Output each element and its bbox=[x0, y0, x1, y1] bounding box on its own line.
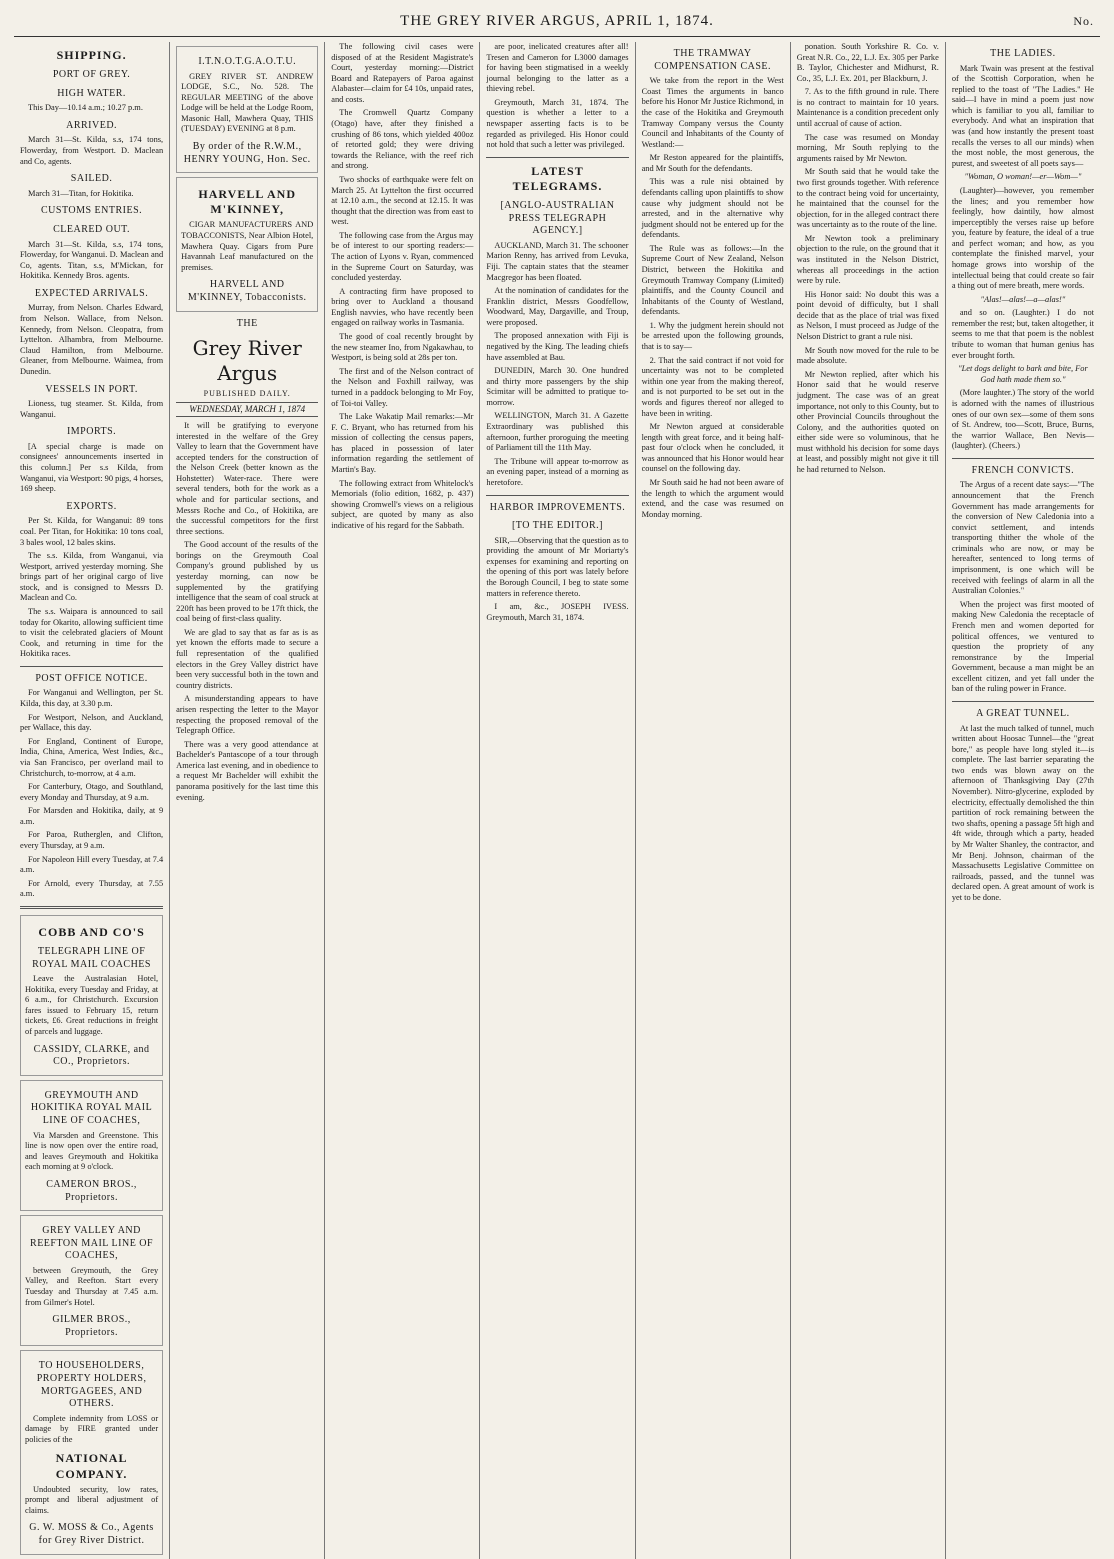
harvell-signature: HARVELL AND M'KINNEY, Tobacconists. bbox=[187, 279, 307, 303]
imports-text: [A special charge is made on consignees' announcements inserted in this column.] Per s.s Kilda, from Wanganui, via Westport: 90 pigs, 4 horses, 169 sheep. bbox=[20, 441, 164, 494]
insurance-advert bbox=[20, 1350, 163, 1554]
tramway-paragraph: Mr Newton took a preliminary objection to the rule, on the ground that it was instituted in the Nelson District, whereas all proceedings in the action were by rule. bbox=[796, 233, 939, 286]
nameplate-the: THE bbox=[236, 317, 258, 329]
ladies-heading: THE LADIES. bbox=[990, 48, 1056, 59]
ladies-paragraph: (More laughter.) The story of the world is adorned with the names of illustrious ones of our own sex—some of them sons of St. Andrew, too—Scott, Bruce, Burns, the warrior Wallace, Ben Nevis—(laughter). (Cheers.) bbox=[951, 388, 1094, 451]
tramway-paragraph: We take from the report in the West Coast Times the arguments in banco before his Honor Mr Justice Richmond, in the case of the Hokitika and Greymouth Tramway Company versus the County Council and Inhabitants of the County of Westland:— bbox=[641, 76, 784, 149]
grey-valley-text: between Greymouth, the Grey Valley, and Reefton. Start every Tuesday and Thursday at 7.45 a.m. from Gilmer's Hotel. bbox=[25, 1265, 159, 1307]
tramway-paragraph: 1. Why the judgment herein should not be arrested upon the following grounds, that is to say— bbox=[641, 320, 784, 352]
post-item: For Napoleon Hill every Tuesday, at 7.4 a.m. bbox=[20, 854, 164, 875]
news-paragraph: Greymouth, March 31, 1874. The question is whether a letter to a newspaper asserting facts is to be regarded as privileged. His Honor could not hold that such a letter was privileged. bbox=[486, 97, 629, 150]
column-3 bbox=[324, 42, 479, 1559]
post-item: For Canterbury, Otago, and Southland, every Monday and Thursday, at 9 a.m. bbox=[20, 782, 164, 802]
column-1 bbox=[14, 42, 169, 1559]
arrived-text: March 31—St. Kilda, s.s, 174 tons, Flowerday, from Westport. D. Maclean and Co, agents. bbox=[20, 135, 164, 166]
news-paragraph: The Cromwell Quartz Company (Otago) have, after they finished a crushing of 86 tons, which yielded 400oz of retorted gold; they were driving towards the Reliance, with the reef rich and strong. bbox=[331, 108, 474, 171]
news-paragraph: are poor, inelicated creatures after all! Tresen and Cameron for L3000 damages for having been stigmatised in a weekly journal belonging to the latter as a thieving rebel. bbox=[486, 42, 629, 94]
post-item: For Arnold, every Thursday, at 7.55 a.m. bbox=[20, 878, 164, 899]
greymouth-advert bbox=[20, 1080, 163, 1211]
grey-valley-heading: GREY VALLEY AND REEFTON MAIL LINE OF COACHES, bbox=[30, 1225, 154, 1262]
tramway-paragraph: This was a rule nisi obtained by defendants calling upon plaintiffs to show cause why judgment should not be arrested, and in the alternative why judgment should not be entered up for the defendants. bbox=[641, 177, 784, 240]
vessels-heading: VESSELS IN PORT. bbox=[45, 383, 138, 395]
lodge-heading: I.T.N.O.T.G.A.O.T.U. bbox=[198, 56, 297, 67]
lodge-text: GREY RIVER ST. ANDREW LODGE, S.C., No. 528. The REGULAR MEETING of the above Lodge will be held at the Lodge Room, Masonic Hall, Mawhera Quay, THIS (TUESDAY) EVENING at 8 p.m. bbox=[181, 71, 314, 134]
column-2 bbox=[169, 42, 324, 1559]
post-item: For England, Continent of Europe, India, China, America, West Indies, &c., via San Francisco, per overland mail to Christchurch, to-morrow, at 4 a.m. bbox=[20, 736, 164, 778]
tramway-paragraph: Mr Reston appeared for the plaintiffs, and Mr South for the defendants. bbox=[641, 153, 784, 173]
tramway-paragraph: 7. As to the fifth ground in rule. There is no contract to maintain for 10 years. Maintenance is a condition precedent only until accrual of cause of action. bbox=[796, 87, 939, 129]
news-paragraph: The first and of the Nelson contract of the Nelson and Foxhill railway, was turned in a paddock belonging to Mr Foy, of Toi-toi Valley. bbox=[331, 366, 474, 408]
cleared-text: March 31—St. Kilda, s.s, 174 tons, Flowerday, for Wanganui. D. Maclean and Co, agents. Titan, s.s, M'Mickan, for Hokitika. Kennedy Bros. agents. bbox=[20, 239, 164, 281]
exports-heading: EXPORTS. bbox=[66, 500, 117, 512]
grey-valley-advert bbox=[20, 1215, 163, 1346]
telegram-item: AUCKLAND, March 31. The schooner Marion Renny, has arrived from Levuka, Fiji. The captain states that the steamer Macgregor has been floated. bbox=[486, 240, 629, 282]
editorial-paragraph: It will be gratifying to everyone interested in the welfare of the Grey Valley to learn that the Government have accepted tenders for the construction of the Nelson Creek (better known as the Hohstetter) Water-race. There were several tenders, both for the work as a whole and for particular sections, and Messrs Roche and Co., of Hokitika, are the successful competitors for the first three sections. bbox=[176, 420, 319, 536]
editorial-date: WEDNESDAY, MARCH 1, 1874 bbox=[176, 402, 318, 417]
cobb-heading: COBB AND CO'S bbox=[38, 924, 145, 939]
ladies-verse: "Woman, O woman!—er—Wom—" bbox=[964, 172, 1082, 182]
telegram-item: The Tribune will appear to-morrow as an evening paper, instead of a morning as heretofore. bbox=[486, 456, 629, 487]
news-paragraph: The following civil cases were disposed of at the Resident Magistrate's Court, yesterday morning:—District Board and Ratepayers of Paroa against Alabaster—claim for £4 10s, unpaid rates, and costs. bbox=[331, 42, 474, 104]
tramway-paragraph: The case was resumed on Monday morning, Mr South replying to the arguments raised by Mr Newton. bbox=[796, 132, 939, 163]
telegrams-heading: LATEST TELEGRAMS. bbox=[512, 163, 603, 193]
news-paragraph: The good of coal recently brought by the new steamer Ino, from Ngakawhau, to Westport, is being sold at 28s per ton. bbox=[331, 332, 474, 363]
harbor-to-editor: [TO THE EDITOR.] bbox=[511, 520, 604, 532]
news-paragraph: The following case from the Argus may be of interest to our sporting readers:—The action of Lyons v. Ryan, commenced in the Supreme Court on Saturday, was concluded yesterday. bbox=[331, 230, 474, 283]
column-5 bbox=[635, 42, 790, 1559]
national-heading: NATIONAL COMPANY. bbox=[55, 1451, 128, 1481]
cobb-subheading: TELEGRAPH LINE OF ROYAL MAIL COACHES bbox=[32, 945, 151, 970]
tramway-heading: THE TRAMWAY COMPENSATION CASE. bbox=[654, 48, 772, 72]
greymouth-text: Via Marsden and Greenstone. This line is now open over the entire road, and leaves Greymouth and Hokitika each morning at 9 o'clock. bbox=[25, 1130, 159, 1172]
arrived-heading: ARRIVED. bbox=[66, 119, 118, 131]
telegram-item: WELLINGTON, March 31. A Gazette Extraordinary was published this afternoon, further proroguing the meeting of Parliament till the 11th May. bbox=[486, 411, 629, 453]
expected-text: Murray, from Nelson. Charles Edward, from Nelson. Wallace, from Nelson. Kennedy, from Nelson. Cleopatra, from Lyttelton. Alhambra, from Melbourne. Claud Hamilton, from Melbourne. Gleaner, from Melbourne. Waimea, from Dunedin. bbox=[20, 303, 164, 376]
issue-number: No. bbox=[1073, 13, 1094, 28]
cleared-heading: CLEARED OUT. bbox=[53, 223, 131, 235]
tramway-paragraph: Mr South said he had not been aware of the length to which the argument would extend, and the case was resumed on Monday morning. bbox=[641, 478, 784, 519]
post-office-heading: POST OFFICE NOTICE. bbox=[35, 672, 148, 684]
tramway-paragraph: ponation. South Yorkshire R. Co. v. Great N.R. Co., 22, L.J. Ex. 305 per Parke B. Taylor, Chichester and Midhurst, R. Co., 35, L.J. Ex. 201, per Blackburn, J. bbox=[796, 42, 939, 83]
harvell-text: CIGAR MANUFACTURERS AND TOBACCONISTS, Near Albion Hotel, Mawhera Quay. Cigars from Pure Havannah Leaf manufactured on the premises. bbox=[181, 220, 314, 272]
tramway-paragraph: Mr Newton argued at considerable length with great force, and it being half-past four o'clock when he concluded, it was announced that his Honor would hear counsel on the following day. bbox=[641, 422, 784, 474]
published-daily: PUBLISHED DAILY. bbox=[203, 388, 291, 398]
householders-text: Complete indemnity from LOSS or damage by FIRE granted under policies of the bbox=[25, 1413, 159, 1444]
greymouth-heading: GREYMOUTH AND HOKITIKA ROYAL MAIL LINE OF COACHES, bbox=[30, 1089, 153, 1126]
column-7 bbox=[945, 42, 1100, 1559]
shipping-news-1: The s.s. Kilda, from Wanganui, via Westport, arrived yesterday morning. She brings part of her original cargo of live stock, and is consigned to Messrs D. Maclean and Co. bbox=[20, 551, 164, 603]
editorial-paragraph: There was a very good attendance at Bachelder's Pantascope of a tour through America last evening, and in obedience to a request Mr Bachelder will exhibit the panorama positively for the last time this evening. bbox=[176, 739, 319, 802]
news-paragraph: A contracting firm have proposed to bring over to Auckland a thousand English navvies, who have recently been engaged on railway works in Tasmania. bbox=[331, 286, 474, 328]
customs-heading: CUSTOMS ENTRIES. bbox=[40, 205, 143, 217]
editorial-paragraph: The Good account of the results of the borings on the Greymouth Coal Company's ground published by us yesterday morning, can now be supplemented by the gratifying intelligence that the seam of coal struck at 220ft has been proved to be 17ft thick, the coal being of first-class quality. bbox=[176, 540, 319, 624]
post-item: For Paroa, Rutherglen, and Clifton, every Thursday, at 9 a.m. bbox=[20, 830, 164, 850]
divider bbox=[486, 495, 628, 496]
divider bbox=[952, 458, 1094, 459]
tramway-paragraph: Mr South said that he would take the two first grounds together. With reference to the contract being void for uncertainty, he maintained that the counsel for the objection, for in the alleged contract there was uncertainty as to the route of the line. bbox=[796, 167, 939, 230]
grey-valley-signature: GILMER BROS., Proprietors. bbox=[52, 1314, 131, 1338]
divider bbox=[486, 157, 628, 158]
ladies-verse: "Alas!—alas!—a—alas!" bbox=[980, 294, 1066, 304]
ladies-verse: "Let dogs delight to bark and bite, For God hath made them so." bbox=[958, 364, 1088, 384]
cobb-advert bbox=[20, 915, 163, 1076]
harbor-heading: HARBOR IMPROVEMENTS. bbox=[489, 501, 626, 513]
shipping-heading: SHIPPING. bbox=[56, 48, 127, 62]
divider bbox=[952, 701, 1094, 702]
expected-heading: EXPECTED ARRIVALS. bbox=[34, 287, 149, 299]
column-4 bbox=[479, 42, 634, 1559]
telegrams-subheading: [ANGLO-AUSTRALIAN PRESS TELEGRAPH AGENCY.] bbox=[500, 200, 615, 237]
editorial-paragraph: We are glad to say that as far as is as yet known the efforts made to secure a full representation of the qualified electors in the Grey Valley district have been very successful both in the town and country districts. bbox=[176, 627, 319, 690]
cobb-signature: CASSIDY, CLARKE, and CO., Proprietors. bbox=[33, 1043, 150, 1068]
greymouth-signature: CAMERON BROS., Proprietors. bbox=[46, 1178, 137, 1203]
lodge-signature: By order of the R.W.M., HENRY YOUNG, Hon. Sec. bbox=[183, 141, 311, 165]
post-item: For Marsden and Hokitika, daily, at 9 a.m. bbox=[20, 806, 164, 826]
column-6 bbox=[790, 42, 945, 1559]
tunnel-paragraph: At last the much talked of tunnel, much written about Hoosac Tunnel—the "great bore," as people have long styled it—is complete. The last barrier separating the two ends was blown away on the afternoon of Thanksgiving Day (27th November). Nitro-glycerine, exploded by electricity, effectually demolished the thin partition of rock remaining between the two shafts, opening a passage 5ft high and 4ft wide, through which a party, headed by Mr Walter Shanley, the contractor, and Mr Benj. Johnson, chairman of the Massachusetts Legislative Committee on railroads, passed, and the tunnel was declared open. A great amount of work is yet to be done. bbox=[951, 723, 1094, 902]
vessels-text: Lioness, tug steamer. St. Kilda, from Wanganui. bbox=[20, 399, 164, 419]
cobb-text: Leave the Australasian Hotel, Hokitika, every Tuesday and Friday, at 6 a.m., for Christchurch. Excursion fares issued to February 15, return tickets, £6. Great reductions in freight of parcels and luggage. bbox=[25, 974, 159, 1037]
french-paragraph: The Argus of a recent date says:—"The announcement that the French Government has made arrangements for the conversion of New Caledonia into a convict settlement, and intends transporting thither the whole of the criminals who are now, or may be hereafter, sentenced to long terms of imprisonment, is one which will be received with feelings of alarm in all the Australian Colonies." bbox=[951, 480, 1094, 596]
post-item: For Wanganui and Wellington, per St. Kilda, this day, at 3.30 p.m. bbox=[20, 688, 164, 709]
sailed-heading: SAILED. bbox=[70, 173, 113, 185]
divider bbox=[20, 666, 163, 667]
telegram-item: DUNEDIN, March 30. One hundred and thirty more passengers by the ship Scimitar will be admitted to pratique to-morrow. bbox=[486, 366, 629, 407]
imports-heading: IMPORTS. bbox=[66, 426, 117, 438]
masthead bbox=[14, 6, 1100, 37]
tramway-paragraph: 2. That the said contract if not void for uncertainty was not to be completed within one year from the making thereof, and is not purported to be set out in the words and figures thereof nor alleged to have been in writing. bbox=[641, 355, 784, 418]
tramway-paragraph: His Honor said: No doubt this was a point devoid of difficulty, but I shall decide that as the place of trial was fixed as Nelson, I must proceed as Judge of the Nelson District to grant a rule nisi. bbox=[796, 289, 939, 342]
divider bbox=[20, 906, 163, 909]
nameplate-title: Grey River Argus bbox=[192, 336, 302, 386]
harvell-advert bbox=[176, 177, 318, 311]
harbor-letter: SIR,—Observing that the question as to providing the amount of Mr Moriarty's expenses for examining and reporting on the opening of this port was lately before the Borough Council, I beg to state some matters in reference thereto. bbox=[486, 535, 629, 598]
port-heading: PORT OF GREY. bbox=[52, 69, 131, 81]
editorial-paragraph: A misunderstanding appears to have arisen respecting the letter to the Mayor respecting the proposed removal of the Telegraph Office. bbox=[176, 694, 319, 736]
tramway-paragraph: Mr South now moved for the rule to be made absolute. bbox=[796, 345, 939, 366]
tramway-paragraph: The Rule was as follows:—In the Supreme Court of New Zealand, Nelson District, between the Hokitika and Greymouth Tramway Company (Limited) plaintiffs, and the County Council and Inhabitants of the County of Westland, defendants. bbox=[641, 243, 784, 317]
telegram-item: At the nomination of candidates for the Franklin district, Messrs Goodfellow, Woodward, May, Dargaville, and Troup, were proposed. bbox=[486, 286, 629, 327]
french-convicts-heading: FRENCH CONVICTS. bbox=[971, 464, 1075, 476]
news-paragraph: The Lake Wakatip Mail remarks:—Mr F. C. Bryant, who has returned from his mission of collecting the census papers, has placed in possession of later information regarding the settlement of Martin's Bay. bbox=[331, 412, 474, 474]
post-item: For Westport, Nelson, and Auckland, per Wallace, this day. bbox=[20, 712, 164, 733]
news-paragraph: Two shocks of earthquake were felt on March 25. At Lyttelton the first occurred at 12.10 a.m., the second at 12.15. It was thought that the direction was from east to west. bbox=[331, 174, 474, 227]
high-water-text: This Day—10.14 a.m.; 10.27 p.m. bbox=[28, 103, 143, 113]
harbor-signature: I am, &c., JOSEPH IVESS. Greymouth, March 31, 1874. bbox=[486, 602, 629, 622]
high-water-heading: HIGH WATER. bbox=[57, 87, 126, 99]
tramway-paragraph: Mr Newton replied, after which his Honor said that he would reserve judgment. The case was of an great importance, not only to this County, but to other Provincial Councils throughout the Colony, and the authorities quoted on either side were so voluminous, that he must withhold his decision for some days at least, and possibly might not give it till he had returned to Nelson. bbox=[796, 369, 939, 474]
french-paragraph: When the project was first mooted of making New Caledonia the receptacle of French men and women deported for political offences, we ventured to question the propriety of any remonstrance by the Imperial Government, because a man might be an excellent citizen, and yet fall under the ban of the ruling power in France. bbox=[951, 599, 1094, 694]
telegram-item: The proposed annexation with Fiji is negatived by the King. The leading chiefs have assembled at Bau. bbox=[486, 331, 629, 362]
exports-text: Per St. Kilda, for Wanganui: 89 tons coal. Per Titan, for Hokitika: 10 tons coal, 3 bales wool, 12 bales skins. bbox=[20, 516, 164, 547]
lodge-notice bbox=[176, 46, 318, 173]
harvell-heading: HARVELL AND M'KINNEY, bbox=[198, 187, 297, 217]
news-paragraph: The following extract from Whitelock's Memorials (folio edition, 1682, p. 437) showing Cromwell's views on a religious subject, are quoted by many as also indicative of his regard for the Sabbath. bbox=[331, 478, 474, 530]
national-signature: G. W. MOSS & Co., Agents for Grey River District. bbox=[29, 1522, 154, 1547]
national-text: Undoubted security, low rates, prompt and liberal adjustment of claims. bbox=[25, 1484, 159, 1515]
tunnel-heading: A GREAT TUNNEL. bbox=[976, 707, 1070, 719]
shipping-news-2: The s.s. Waipara is announced to sail today for Okarito, allowing sufficient time to visit the celebrated glaciers of Mount Cook, and returning in time for the Hokitika races. bbox=[20, 606, 164, 659]
masthead-title: THE GREY RIVER ARGUS, APRIL 1, 1874. bbox=[400, 12, 714, 29]
ladies-paragraph: and so on. (Laughter.) I do not remember the rest; but, taken altogether, it seems to me that that poem is the noblest tribute to woman that human genius has ever brought forth. bbox=[951, 308, 1094, 360]
ladies-paragraph: Mark Twain was present at the festival of the Scottish Corporation, when he replied to the toast of "The Ladies." He said—I have in mind a poem just now which is familiar to you all, familiar to everybody. And what an inspiration that was (and how instantly the present toast recalls the verses to all our minds) when the most noble, the most generous, the purest, and sweetest of all poets says— bbox=[951, 63, 1094, 168]
householders-heading: TO HOUSEHOLDERS, PROPERTY HOLDERS, MORTGAGEES, AND OTHERS. bbox=[36, 1360, 147, 1410]
columns-grid bbox=[14, 42, 1100, 1547]
sailed-text: March 31—Titan, for Hokitika. bbox=[28, 188, 134, 198]
ladies-paragraph: (Laughter)—however, you remember the lines; and you remember how feelingly, how daintily, how almost imperceptibly the verses raise up before you, feature by feature, the ideal of a true and perfect woman; and how, as you contemplate the finished marvel, your homage grows into worship of the intellectual being that could create so fair a thing out of mere breath, mere words. bbox=[951, 185, 1094, 291]
